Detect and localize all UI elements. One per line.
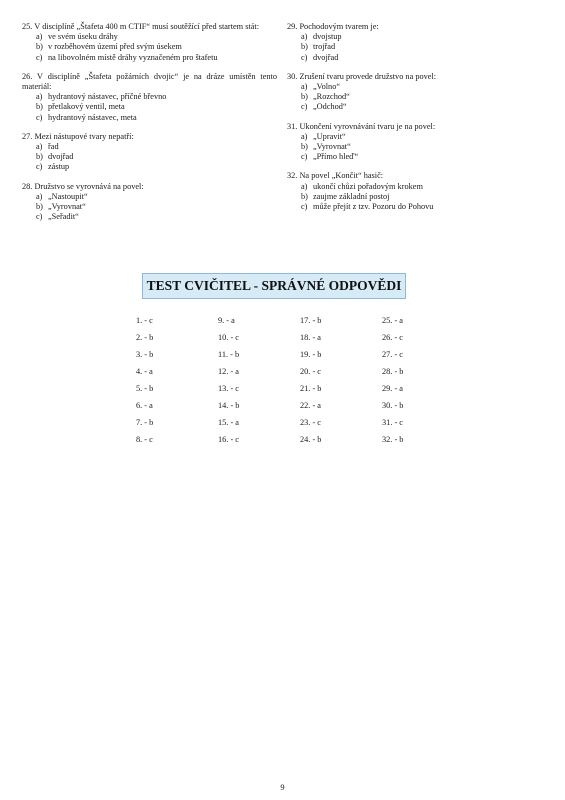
answer-key-item: 7. - b (136, 418, 154, 427)
answer-key-letter: b (235, 401, 240, 410)
option-letter: c) (36, 162, 43, 172)
option-text: řad (48, 142, 59, 152)
answer-key-number: 31. (382, 418, 393, 427)
answer-option (22, 192, 277, 202)
answer-key-letter: a (317, 333, 321, 342)
option-letter: a) (301, 32, 308, 42)
answer-key-item: 13. - c (218, 384, 239, 393)
answer-key-number: 19. (300, 350, 311, 359)
answer-key-item: 2. - b (136, 333, 154, 342)
answer-option (287, 182, 549, 192)
answer-key-number: 11. (218, 350, 229, 359)
answer-key-number: 14. (218, 401, 229, 410)
answer-key-item: 17. - b (300, 316, 322, 325)
question-text: 30. Zrušení tvaru provede družstvo na povel: (287, 71, 437, 81)
answer-key-letter: c (149, 316, 153, 325)
answer-option (22, 142, 277, 152)
question-block (22, 182, 277, 223)
answer-key-letter: a (149, 367, 153, 376)
answer-key-item: 26. - c (382, 333, 403, 342)
answer-key-item: 25. - a (382, 316, 403, 325)
answer-key-number: 1. (136, 316, 143, 325)
option-text: „Odchod“ (313, 102, 347, 112)
questions-right-column (287, 22, 549, 221)
question-text: 29. Pochodovým tvarem je: (287, 22, 379, 31)
answer-option (287, 142, 549, 152)
answer-key-number: 3. (136, 350, 143, 359)
answer-key-letter: b (149, 418, 154, 427)
answer-key-grid (136, 316, 452, 452)
answer-key-letter: b (317, 316, 322, 325)
answer-key-letter: a (231, 316, 235, 325)
answer-key-item: 30. - b (382, 401, 404, 410)
answer-option (287, 192, 549, 202)
answers-title: TEST CVIČITEL - SPRÁVNÉ ODPOVĚDI (146, 278, 402, 293)
option-letter: c) (301, 152, 308, 162)
answer-key-item: 31. - c (382, 418, 403, 427)
answer-key-letter: c (235, 384, 239, 393)
option-text: zaujme základní postoj (313, 191, 390, 201)
answer-key-item: 16. - c (218, 435, 239, 444)
answer-key-item: 12. - a (218, 367, 239, 376)
option-letter: a) (36, 142, 43, 152)
answer-key-letter: b (399, 367, 404, 376)
option-text: „Vyrovnat“ (313, 142, 351, 152)
option-text: na libovolném místě dráhy vyznačeném pro štafetu (48, 52, 218, 62)
question-text: 31. Ukončení vyrovnávání tvaru je na povel: (287, 121, 436, 131)
answer-key-letter: c (149, 435, 153, 444)
answer-key-number: 9. (218, 316, 225, 325)
answer-key-letter: a (399, 316, 403, 325)
answer-key-number: 13. (218, 384, 229, 393)
option-text: hydrantový nástavec, příčné břevno (48, 92, 167, 102)
option-text: v rozběhovém území před svým úsekem (48, 42, 182, 52)
answer-key-letter: b (235, 350, 240, 359)
answer-key-item: 10. - c (218, 333, 239, 342)
option-letter: b) (301, 42, 308, 52)
answer-key-item: 18. - a (300, 333, 321, 342)
answer-option (22, 152, 277, 162)
answer-option (22, 113, 277, 123)
answer-option (287, 202, 549, 212)
answer-key-letter: b (149, 333, 154, 342)
answer-key-letter: b (149, 384, 154, 393)
answer-key-number: 26. (382, 333, 393, 342)
option-letter: b) (301, 142, 308, 152)
answer-key-number: 21. (300, 384, 311, 393)
option-letter: a) (36, 92, 43, 102)
answer-key-number: 22. (300, 401, 311, 410)
answer-key-letter: b (399, 401, 404, 410)
option-letter: a) (36, 32, 43, 42)
answer-option (287, 32, 549, 42)
answer-key-number: 17. (300, 316, 311, 325)
option-text: zástup (48, 162, 70, 172)
question-text: 32. Na povel „Končit“ hasič: (287, 171, 384, 181)
option-text: ve svém úseku dráhy (48, 32, 118, 42)
answer-key-letter: c (399, 333, 403, 342)
question-block (287, 122, 549, 163)
answers-title-banner (142, 273, 406, 299)
answer-key-item: 24. - b (300, 435, 322, 444)
option-letter: b) (36, 202, 43, 212)
answer-option (287, 102, 549, 112)
answer-key-item: 11. - b (218, 350, 240, 359)
answer-key-letter: a (399, 384, 403, 393)
question-block (287, 171, 549, 212)
answer-key-item: 3. - b (136, 350, 154, 359)
answer-option (22, 92, 277, 102)
answer-option (287, 152, 549, 162)
answer-key-item: 14. - b (218, 401, 240, 410)
option-letter: c) (36, 52, 43, 62)
answer-key-letter: c (235, 435, 239, 444)
option-letter: c) (36, 212, 43, 222)
answer-key-item: 22. - a (300, 401, 321, 410)
answer-key-item: 8. - c (136, 435, 153, 444)
answer-key-item: 19. - b (300, 350, 322, 359)
option-text: „Seřadit“ (48, 212, 79, 222)
answer-key-item: 6. - a (136, 401, 153, 410)
answer-key-item: 20. - c (300, 367, 321, 376)
question-block (22, 72, 277, 123)
question-block (22, 132, 277, 173)
option-text: „Rozchod“ (313, 92, 350, 102)
option-text: „Nastoupit“ (48, 191, 88, 201)
answer-key-item: 32. - b (382, 435, 404, 444)
answer-option (22, 212, 277, 222)
answer-key-number: 29. (382, 384, 393, 393)
option-text: „Přímo hleď“ (313, 152, 359, 162)
option-letter: b) (301, 92, 308, 102)
answer-key-item: 23. - c (300, 418, 321, 427)
question-text: 26. V disciplíně „Štafeta požárních dvojic“ je na dráze umístěn tento materiál: (22, 71, 277, 92)
option-text: přetlakový ventil, meta (48, 102, 125, 112)
option-letter: b) (301, 191, 308, 201)
answer-key-item: 21. - b (300, 384, 322, 393)
answer-key-letter: b (317, 435, 322, 444)
answer-key-letter: a (235, 367, 239, 376)
answer-key-letter: c (317, 418, 321, 427)
answer-key-number: 2. (136, 333, 143, 342)
answer-key-item: 15. - a (218, 418, 239, 427)
answer-key-item: 1. - c (136, 316, 153, 325)
question-text: 25. V disciplíně „Štafeta 400 m CTIF“ musí soutěžící před startem stát: (22, 22, 260, 31)
option-letter: b) (36, 42, 43, 52)
answer-key-letter: b (149, 350, 154, 359)
page-number: 9 (280, 782, 285, 792)
answer-option (22, 42, 277, 52)
question-block (287, 22, 549, 63)
answer-key-number: 15. (218, 418, 229, 427)
question-block (22, 22, 277, 63)
option-letter: c) (36, 112, 43, 122)
answer-key-letter: c (317, 367, 321, 376)
answer-key-item: 27. - c (382, 350, 403, 359)
option-text: „Volno“ (313, 82, 341, 92)
answer-option (22, 202, 277, 212)
option-letter: b) (36, 102, 43, 112)
answer-key-number: 23. (300, 418, 311, 427)
answer-key-number: 4. (136, 367, 143, 376)
answer-key-number: 32. (382, 435, 393, 444)
answer-key-number: 24. (300, 435, 311, 444)
answer-option (287, 92, 549, 102)
answer-option (22, 53, 277, 63)
answer-key-item: 29. - a (382, 384, 403, 393)
answer-key-number: 7. (136, 418, 143, 427)
answer-option (287, 53, 549, 63)
answer-option (22, 32, 277, 42)
answer-key-item: 9. - a (218, 316, 235, 325)
answer-key-number: 20. (300, 367, 311, 376)
option-text: dvojstup (313, 32, 342, 42)
option-letter: c) (301, 202, 308, 212)
option-letter: b) (36, 152, 43, 162)
answer-key-number: 10. (218, 333, 229, 342)
answer-key-letter: a (235, 418, 239, 427)
answer-key-number: 16. (218, 435, 229, 444)
option-letter: a) (301, 131, 308, 141)
answer-key-letter: b (317, 350, 322, 359)
answer-key-letter: a (317, 401, 321, 410)
option-text: „Upravit“ (313, 131, 346, 141)
question-block (287, 72, 549, 113)
option-letter: a) (301, 181, 308, 191)
answer-key-item: 4. - a (136, 367, 153, 376)
answer-option (287, 42, 549, 52)
question-text: 28. Družstvo se vyrovnává na povel: (22, 181, 144, 191)
answer-key-letter: c (399, 350, 403, 359)
answer-key-number: 30. (382, 401, 393, 410)
option-text: dvojřad (313, 52, 339, 62)
answer-option (287, 132, 549, 142)
answer-option (22, 102, 277, 112)
answer-key-number: 12. (218, 367, 229, 376)
answer-key-letter: b (317, 384, 322, 393)
option-text: hydrantový nástavec, meta (48, 112, 137, 122)
answer-key-number: 5. (136, 384, 143, 393)
option-text: ukončí chůzi pořadovým krokem (313, 181, 423, 191)
answer-key-number: 8. (136, 435, 143, 444)
answer-key-letter: c (399, 418, 403, 427)
option-letter: c) (301, 52, 308, 62)
answer-option (287, 82, 549, 92)
option-text: „Vyrovnat“ (48, 202, 86, 212)
answer-key-letter: c (235, 333, 239, 342)
option-text: trojřad (313, 42, 336, 52)
answer-key-number: 27. (382, 350, 393, 359)
answer-key-item: 5. - b (136, 384, 154, 393)
questions-left-column (22, 22, 277, 231)
option-letter: c) (301, 102, 308, 112)
option-text: může přejít z tzv. Pozoru do Pohovu (313, 202, 434, 212)
option-letter: a) (36, 191, 43, 201)
answer-option (22, 162, 277, 172)
question-text: 27. Mezi nástupové tvary nepatří: (22, 131, 134, 141)
answer-key-letter: a (149, 401, 153, 410)
answer-key-number: 18. (300, 333, 311, 342)
answer-key-number: 28. (382, 367, 393, 376)
answer-key-number: 25. (382, 316, 393, 325)
answer-key-number: 6. (136, 401, 143, 410)
answer-key-item: 28. - b (382, 367, 404, 376)
option-letter: a) (301, 82, 308, 92)
option-text: dvojřad (48, 152, 74, 162)
answer-key-letter: b (399, 435, 404, 444)
